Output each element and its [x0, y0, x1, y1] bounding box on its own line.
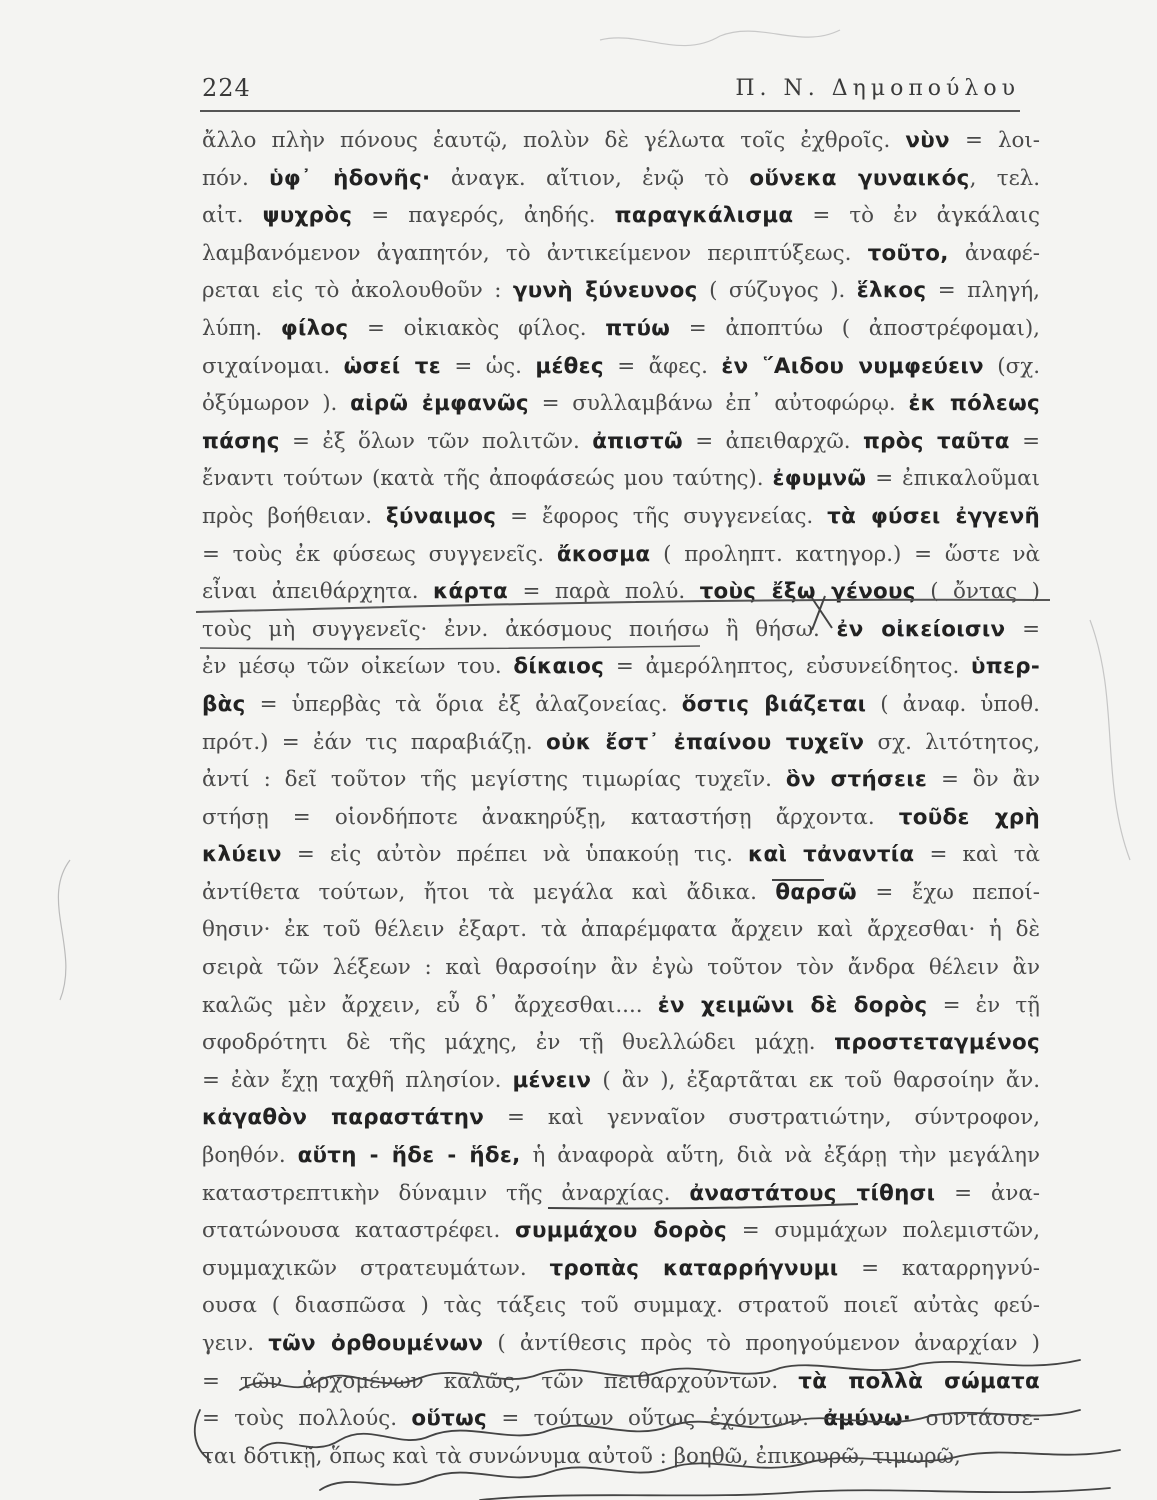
text-line: ἄλλο πλὴν πόνους ἑαυτῷ, πολὺν δὲ γέλωτα τοῖς ἐχθροῖς. νὺν = λοι-	[202, 128, 1040, 153]
faded-top-mark	[600, 30, 840, 46]
text-line: συμμαχικῶν στρατευμάτων. τροπὰς καταρρήγνυμι = καταρρηγνύ-	[202, 1255, 1040, 1281]
text-line: ἐν μέσῳ τῶν οἰκείων του. δίκαιος = ἀμερόληπτος, εὐσυνείδητος. ὑπερ-	[202, 654, 1040, 680]
text-line: πόν. ὑφ᾽ ἡδονῆς· ἀναγκ. αἴτιον, ἐνῷ τὸ οὕνεκα γυναικός, τελ.	[202, 165, 1040, 191]
text-line: ἀντί : δεῖ τοῦτον τῆς μεγίστης τιμωρίας τυχεῖν. ὃν στήσειε = ὃν ἂν	[202, 767, 1040, 793]
faded-margin-mark-right	[1090, 620, 1130, 860]
pen-cross-mark	[812, 596, 832, 630]
text-line: = ἐὰν ἔχῃ ταχθῆ πλησίον. μένειν ( ἂν ), ἐξαρτᾶται εκ τοῦ θαρσοίην ἄν.	[202, 1067, 1040, 1093]
text-line: εἶναι ἀπειθάρχητα. κάρτα = παρὰ πολύ. τοὺς ἔξω γένους ( ὄντας )	[202, 579, 1040, 605]
text-line: γειν. τῶν ὀρθουμένων ( ἀντίθεσις πρὸς τὸ προηγούμενον ἀναρχίαν )	[202, 1331, 1040, 1356]
text-line: ται δοτικῇ, ὅπως καὶ τὰ συνώνυμα αὐτοῦ : βοηθῶ, ἐπικουρῶ, τιμωρῶ,	[202, 1443, 961, 1469]
text-line: στατώνουσα καταστρέφει. συμμάχου δορὸς = συμμάχων πολεμιστῶν,	[202, 1218, 1040, 1244]
text-line: σφοδρότητι δὲ τῆς μάχης, ἐν τῇ θυελλώδει μάχῃ. προστεταγμένος	[202, 1030, 1040, 1056]
text-line: ουσα ( διασπῶσα ) τὰς τάξεις τοῦ συμμαχ. στρατοῦ ποιεῖ αὐτὰς φεύ-	[202, 1293, 1040, 1319]
text-line: ὀξύμωρον ). αἱρῶ ἐμφανῶς = συλλαμβάνω ἐπ᾽ αὐτοφώρῳ. ἐκ πόλεως	[202, 391, 1040, 417]
text-line: στήσῃ = οἱονδήποτε ἀνακηρύξῃ, καταστήσῃ ἄρχοντα. τοῦδε χρὴ	[202, 804, 1040, 830]
text-line: βὰς = ὑπερβὰς τὰ ὅρια ἐξ ἀλαζονείας. ὅστις βιάζεται ( ἀναφ. ὑποθ.	[202, 691, 1040, 717]
text-line: σιχαίνομαι. ὡσεί τε = ὡς. μέθες = ἄφες. ἐν ῞Αιδου νυμφεύειν (σχ.	[202, 353, 1040, 379]
pen-underline-1	[196, 600, 1050, 612]
text-line: κλύειν = εἰς αὐτὸν πρέπει νὰ ὑπακούῃ τις. καὶ τἀναντία = καὶ τὰ	[202, 842, 1040, 868]
text-line: κἀγαθὸν παραστάτην = καὶ γενναῖον συστρατιώτην, σύντροφον,	[202, 1105, 1040, 1131]
text-line: = τοὺς πολλούς. οὕτως = τούτων οὕτως ἐχόντων. ἀμύνω· συντάσσε-	[202, 1406, 1040, 1432]
text-line: σειρὰ τῶν λέξεων : καὶ θαρσοίην ἂν ἐγὼ τοῦτον τὸν ἄνδρα θέλειν ἂν	[202, 955, 1040, 981]
text-line: πρὸς βοήθειαν. ξύναιμος = ἔφορος τῆς συγγενείας. τὰ φύσει ἐγγενῆ	[202, 503, 1040, 529]
text-line: = τοὺς ἐκ φύσεως συγγενεῖς. ἄκοσμα ( προληπτ. κατηγορ.) = ὥστε νὰ	[202, 541, 1040, 567]
text-line: ρεται εἰς τὸ ἀκολουθοῦν : γυνὴ ξύνευνος ( σύζυγος ). ἕλκος = πληγή,	[202, 278, 1040, 304]
text-line: καλῶς μὲν ἄρχειν, εὖ δ᾽ ἄρχεσθαι.... ἐν χειμῶνι δὲ δορὸς = ἐν τῇ	[202, 992, 1040, 1018]
running-head: Π. Ν. Δημοπούλου	[735, 76, 1020, 101]
text-line: αἰτ. ψυχρὸς = παγερός, ἀηδής. παραγκάλισμα = τὸ ἐν ἀγκάλαις	[202, 203, 1040, 229]
text-line: τοὺς μὴ συγγενεῖς· ἐνν. ἀκόσμους ποιήσω ἢ θήσω. ἐν οἰκείοισιν =	[202, 616, 1040, 642]
text-line: ἔναντι τούτων (κατὰ τῆς ἀποφάσεώς μου ταύτης). ἐφυμνῶ = ἐπικαλοῦμαι	[202, 466, 1040, 492]
text-line: ἀντίθετα τούτων, ἤτοι τὰ μεγάλα καὶ ἄδικα. θαρσῶ = ἔχω πεποί-	[202, 879, 1040, 905]
text-line: θησιν· ἐκ τοῦ θέλειν ἐξαρτ. τὰ ἀπαρέμφατα ἄρχειν καὶ ἄρχεσθαι· ἡ δὲ	[202, 917, 1040, 943]
page-number: 224	[202, 74, 251, 102]
text-line: = τῶν ἀρχομένων καλῶς, τῶν πειθαρχούντων. τὰ πολλὰ σώματα	[202, 1368, 1040, 1394]
text-line: πρότ.) = ἐάν τις παραβιάζῃ. οὐκ ἔστ᾽ ἐπαίνου τυχεῖν σχ. λιτότητος,	[202, 729, 1040, 755]
text-line: λύπη. φίλος = οἰκιακὸς φίλος. πτύω = ἀποπτύω ( ἀποστρέφομαι),	[202, 315, 1040, 341]
pen-underline-4	[548, 1204, 858, 1209]
handwritten-annotation	[180, 1350, 1140, 1500]
text-line: πάσης = ἐξ ὅλων τῶν πολιτῶν. ἀπιστῶ = ἀπειθαρχῶ. πρὸς ταῦτα =	[202, 428, 1040, 454]
text-line: λαμβανόμενον ἀγαπητόν, τὸ ἀντικείμενον περιπτύξεως. τοῦτο, ἀναφέ-	[202, 240, 1040, 266]
pen-underline-2	[200, 646, 700, 649]
faded-margin-mark-left	[58, 860, 70, 1000]
text-line: καταστρεπτικὴν δύναμιν τῆς ἀναρχίας. ἀναστάτους τίθησι = ἀνα-	[202, 1180, 1040, 1206]
text-line: βοηθόν. αὕτη - ἥδε - ἥδε, ἡ ἀναφορὰ αὕτη, διὰ νὰ ἐξάρῃ τὴν μεγάλην	[202, 1143, 1040, 1169]
